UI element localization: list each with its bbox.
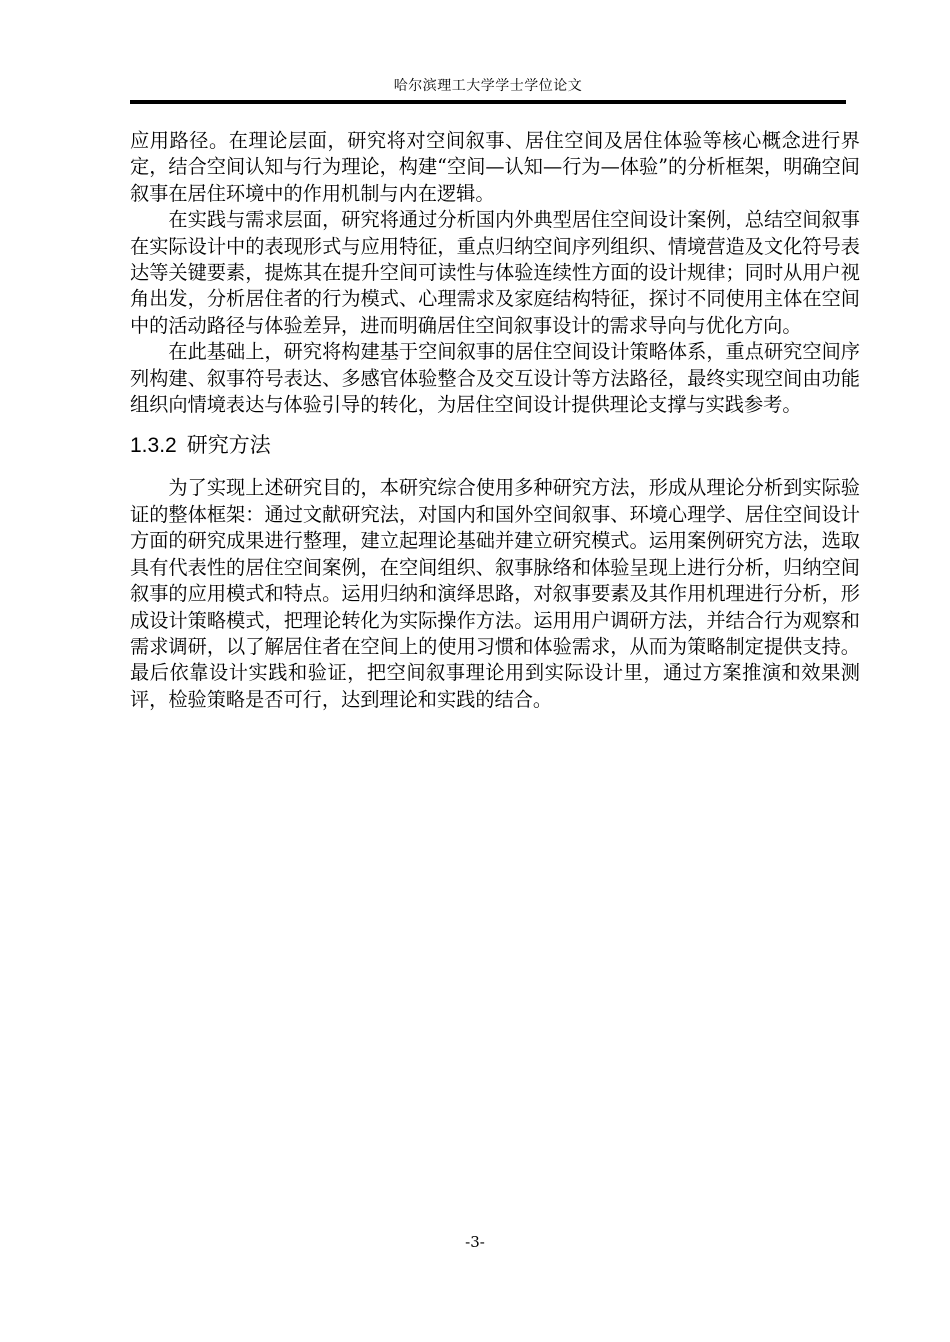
body-text	[130, 128, 860, 713]
section-title: 研究方法	[186, 433, 271, 458]
section-number: 1.3.2	[130, 434, 177, 458]
paragraph-research-methods: 为了实现上述研究目的，本研究综合使用多种研究方法，形成从理论分析到实际验证的整体框架：通过文献研究法，对国内和国外空间叙事、环境心理学、居住空间设计方面的研究成果进行整理，建立起理论基础并建立研究模式。运用案例研究方法，选取具有代表性的居住空间案例，在空间组织、叙事脉络和体验呈现上进行分析，归纳空间叙事的应用模式和特点。运用归纳和演绎思路，对叙事要素及其作用机理进行分析，形成设计策略模式，把理论转化为实际操作方法。运用用户调研方法，并结合行为观察和需求调研，以了解居住者在空间上的使用习惯和体验需求，从而为策略制定提供支持。最后依靠设计实践和验证，把空间叙事理论用到实际设计里，通过方案推演和效果测评，检验策略是否可行，达到理论和实践的结合。	[130, 476, 860, 711]
paragraph-continued: 应用路径。在理论层面，研究将对空间叙事、居住空间及居住体验等核心概念进行界定，结合空间认知与行为理论，构建“空间—认知—行为—体验”的分析框架，明确空间叙事在居住环境中的作用机制与内在逻辑。	[130, 129, 860, 205]
page-number: -3-	[465, 1233, 485, 1251]
section-heading	[130, 430, 860, 461]
paragraph-strategy-system: 在此基础上，研究将构建基于空间叙事的居住空间设计策略体系，重点研究空间序列构建、叙事符号表达、多感官体验整合及交互设计等方法路径，最终实现空间由功能组织向情境表达与体验引导的转化，为居住空间设计提供理论支撑与实践参考。	[130, 340, 860, 417]
page-header: 哈尔滨理工大学学士学位论文	[393, 78, 583, 94]
header-rule	[130, 100, 846, 104]
paragraph-practice-needs: 在实践与需求层面，研究将通过分析国内外典型居住空间设计案例，总结空间叙事在实际设计中的表现形式与应用特征，重点归纳空间序列组织、情境营造及文化符号表达等关键要素，提炼其在提升空间可读性与体验连续性方面的设计规律；同时从用户视角出发，分析居住者的行为模式、心理需求及家庭结构特征，探讨不同使用主体在空间中的活动路径与体验差异，进而明确居住空间叙事设计的需求导向与优化方向。	[130, 208, 860, 337]
